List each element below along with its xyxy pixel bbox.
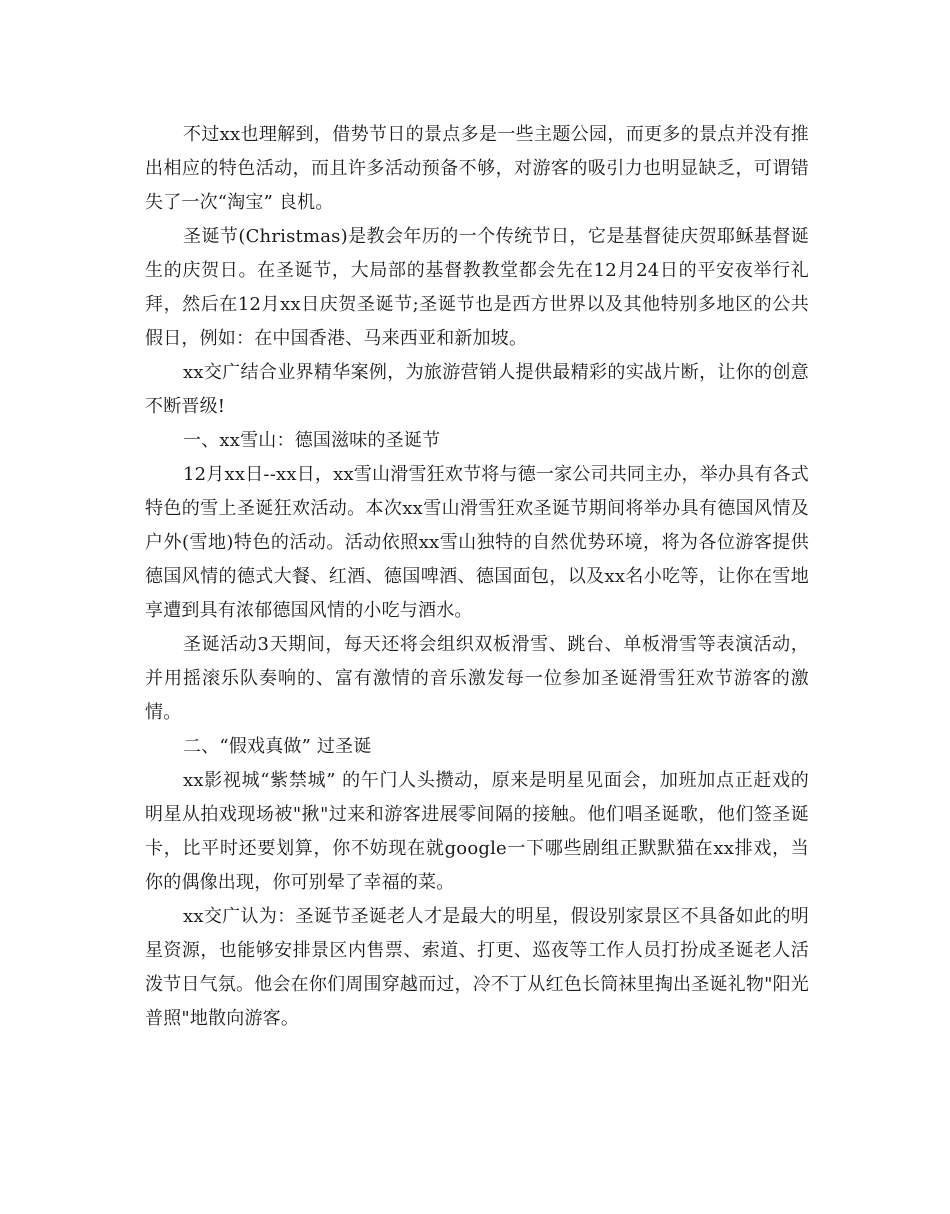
section-heading: 二、“假戏真做” 过圣诞: [183, 736, 372, 757]
paragraph: xx交广结合业界精华案例，为旅游营销人提供最精彩的实战片断，让你的创意不断晋级!: [145, 362, 809, 417]
paragraph: 圣诞节(Christmas)是教会年历的一个传统节日，它是基督徒庆贺耶稣基督诞生的庆贺日。在圣诞节，大局部的基督教教堂都会先在12月24日的平安夜举行礼拜，然后在12月xx日庆贺圣诞节;圣诞节也是西方世界以及其他特别多地区的公共假日，例如：在中国香港、马来西亚和新加坡。: [145, 226, 809, 349]
paragraph: 圣诞活动3天期间，每天还将会组织双板滑雪、跳台、单板滑雪等表演活动，并用摇滚乐队奏响的、富有激情的音乐激发每一位参加圣诞滑雪狂欢节游客的激情。: [145, 634, 809, 723]
paragraph: 不过xx也理解到，借势节日的景点多是一些主题公园，而更多的景点并没有推出相应的特色活动，而且许多活动预备不够，对游客的吸引力也明显缺乏，可谓错失了一次“淘宝” 良机。: [145, 124, 809, 213]
section-heading: 一、xx雪山：德国滋味的圣诞节: [183, 430, 441, 451]
paragraph: xx交广认为：圣诞节圣诞老人才是最大的明星，假设别家景区不具备如此的明星资源，也能够安排景区内售票、索道、打更、巡夜等工作人员打扮成圣诞老人活泼节日气氛。他会在你们周围穿越而过，冷不丁从红色长筒袜里掏出圣诞礼物"阳光普照"地散向游客。: [145, 906, 809, 1029]
paragraph: 12月xx日--xx日，xx雪山滑雪狂欢节将与德一家公司共同主办，举办具有各式特色的雪上圣诞狂欢活动。本次xx雪山滑雪狂欢圣诞节期间将举办具有德国风情及户外(雪地)特色的活动。活动依照xx雪山独特的自然优势环境，将为各位游客提供德国风情的德式大餐、红酒、德国啤酒、德国面包，以及xx名小吃等，让你在雪地享遭到具有浓郁德国风情的小吃与酒水。: [145, 464, 809, 621]
paragraph: xx影视城“紫禁城” 的午门人头攒动，原来是明星见面会，加班加点正赶戏的明星从拍戏现场被"揪"过来和游客进展零间隔的接触。他们唱圣诞歌，他们签圣诞卡，比平时还要划算，你不妨现在就google一下哪些剧组正默默猫在xx排戏，当你的偶像出现，你可别晕了幸福的菜。: [145, 770, 809, 893]
document-body: [145, 118, 809, 1036]
